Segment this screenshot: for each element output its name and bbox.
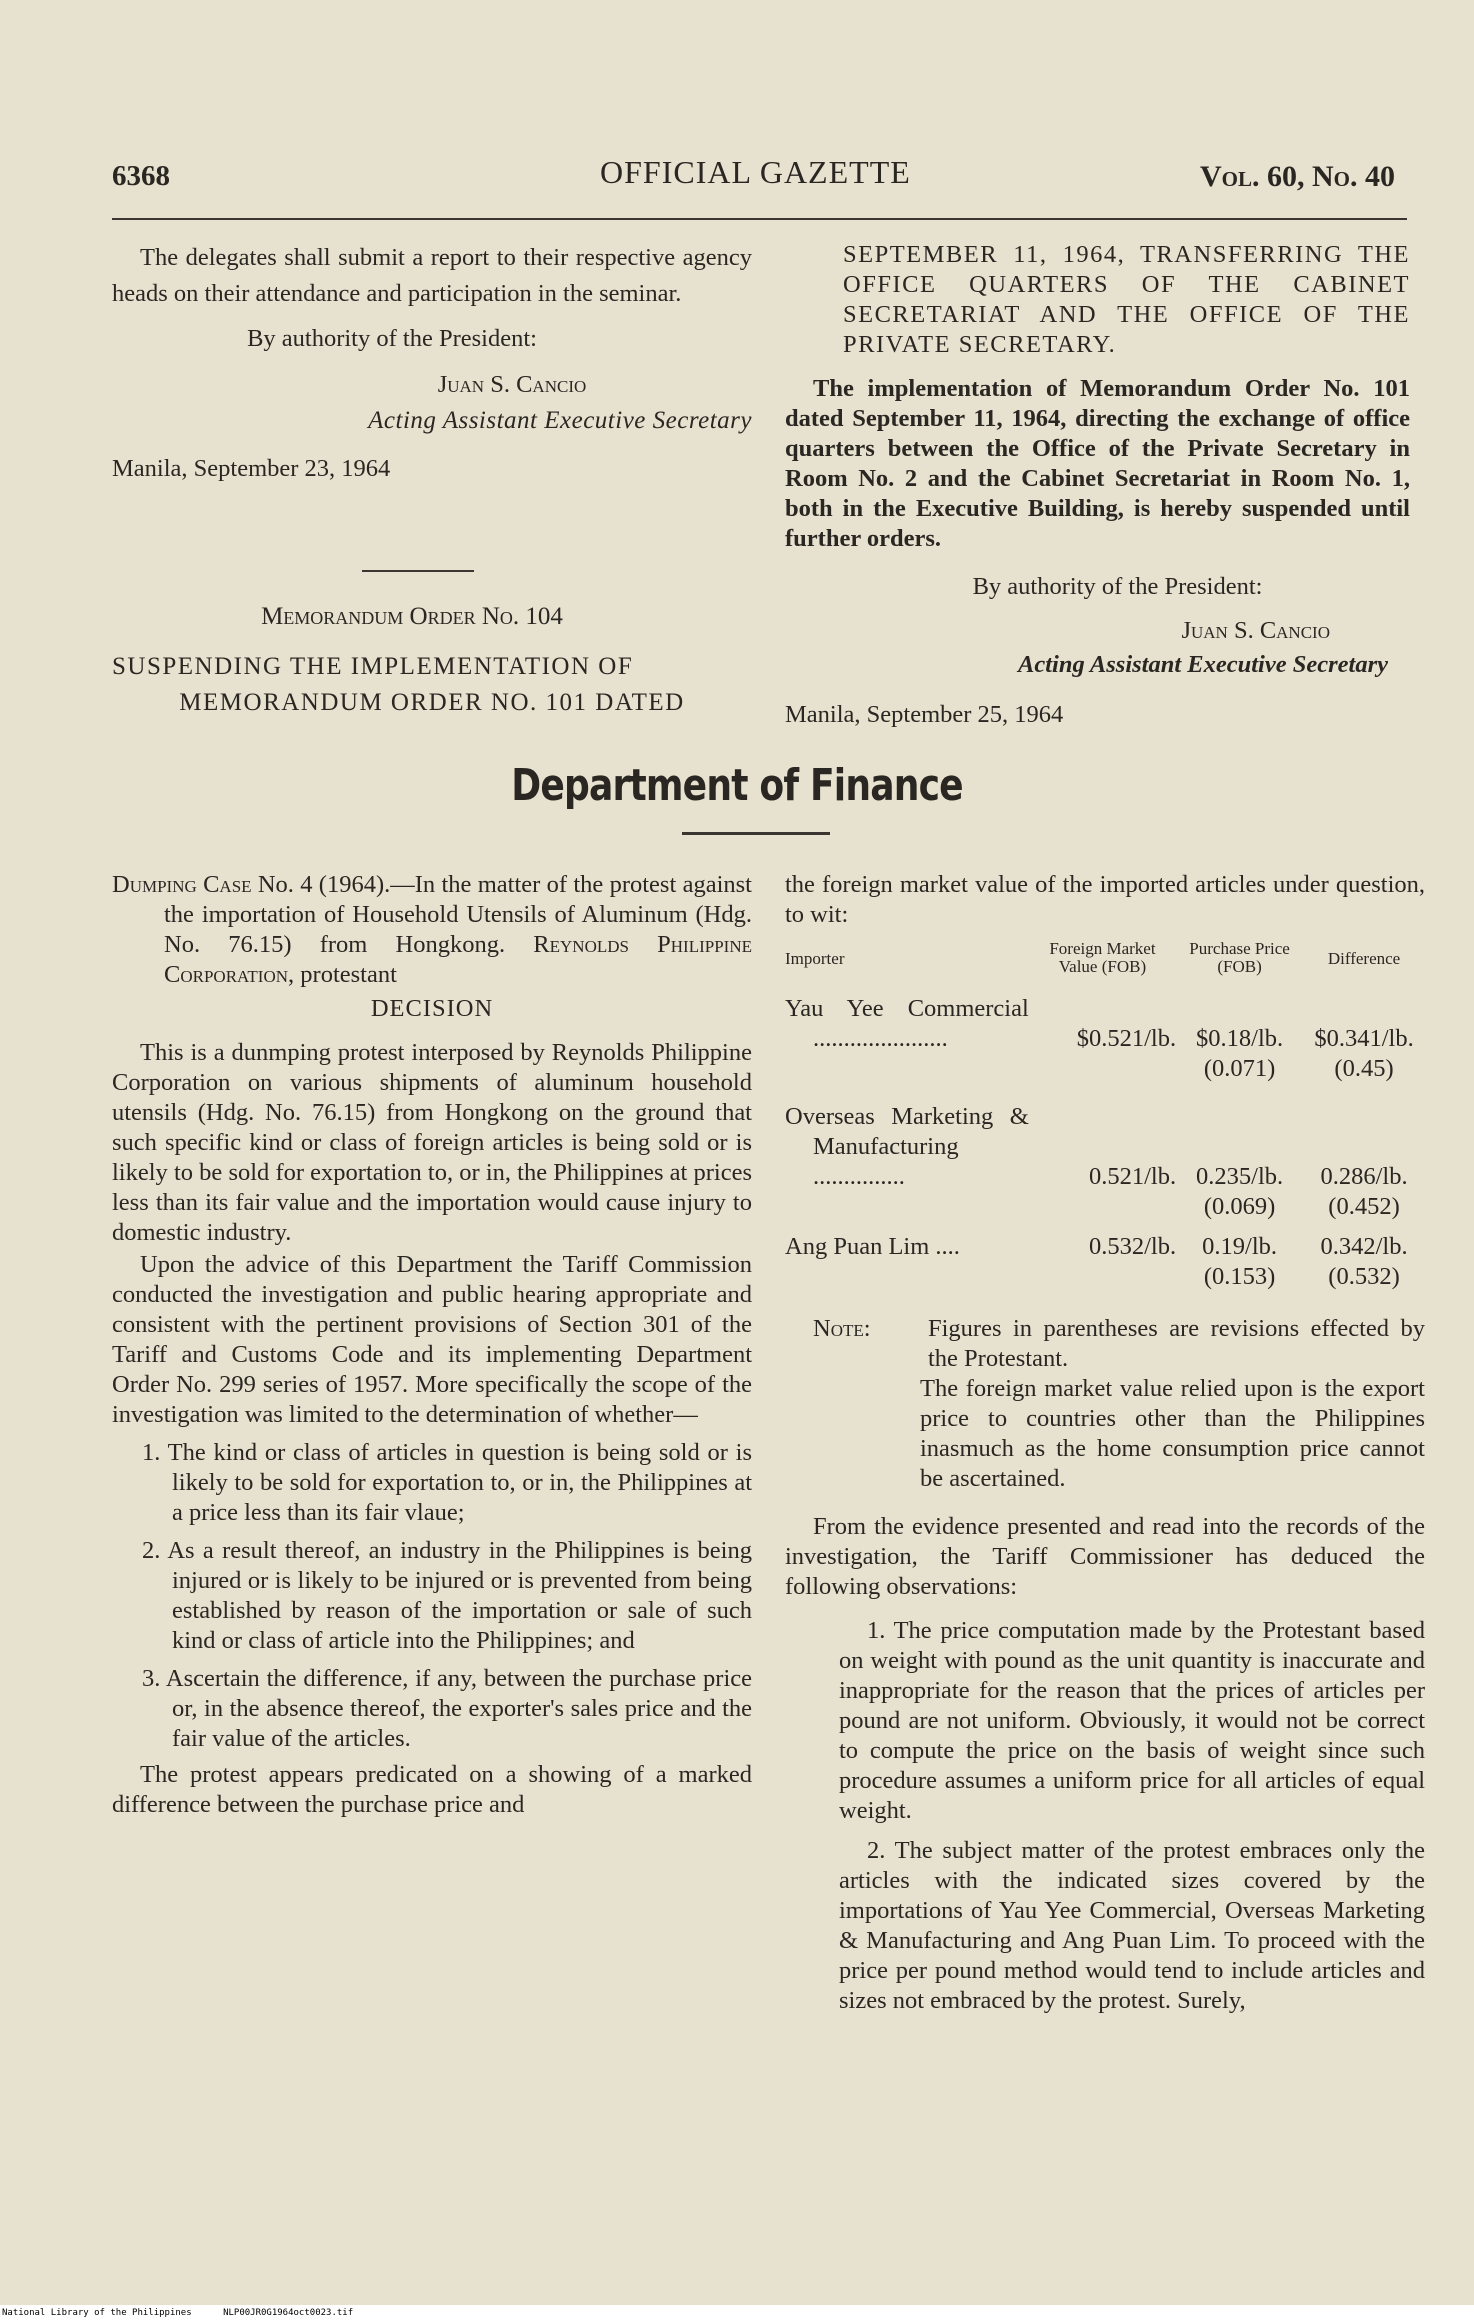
- memo-title-continued: SEPTEMBER 11, 1964, TRANSFERRING THE OFFICE QUARTERS OF THE CABINET SECRETARIAT AND THE OFFICE OF THE PRIVATE SECRETARY.: [843, 241, 1410, 358]
- row-difference: [1303, 1084, 1425, 1222]
- decision-paragraph-3: The protest appears predicated on a showing of a marked difference between the purchase price and: [112, 1761, 752, 1818]
- price-table: [785, 940, 1425, 1292]
- signer-title-2: Acting Assistant Executive Secretary: [1018, 651, 1388, 678]
- row-fmv: $0.521/lb.: [1076, 1025, 1177, 1052]
- memo-heading: Memorandum Order No. 104: [261, 603, 563, 630]
- section-title: Department of Finance: [511, 760, 963, 811]
- header-purchase: Purchase Price (FOB): [1189, 939, 1290, 976]
- header-fmv: Foreign Market Value (FOB): [1049, 939, 1156, 976]
- right-bottom-column: [785, 870, 1425, 2016]
- header-difference: Difference: [1327, 949, 1401, 968]
- purchase-value: 0.235/lb.: [1196, 1163, 1284, 1190]
- list-item: 2. As a result thereof, an industry in the Philippines is being injured or is likely to be injured or is prevented from being established by reason of the importation or sale of such kind or class of article into the Philippines; and: [142, 1537, 752, 1654]
- left-top-column: [112, 240, 752, 484]
- observations-intro: From the evidence presented and read into the records of the investigation, the Tariff Commissioner has deduced the following observations:: [785, 1513, 1425, 1600]
- case-heading: [112, 870, 752, 990]
- volume-number: Vol. 60, No. 40: [1200, 160, 1396, 193]
- authority-line: By authority of the President:: [247, 325, 537, 352]
- purchase-revision: (0.069): [1203, 1193, 1276, 1220]
- signer-name-2: Juan S. Cancio: [1181, 617, 1330, 644]
- header-importer: Importer: [785, 949, 845, 968]
- difference-revision: (0.532): [1328, 1263, 1400, 1290]
- footer-file: NLP00JR0G1964oct0023.tif: [223, 2308, 354, 2318]
- memo-title-b: MEMORANDUM ORDER NO. 101 DATED: [179, 689, 685, 716]
- page-number: 6368: [112, 160, 170, 192]
- right-top-column: [785, 240, 1410, 730]
- purchase-revision: (0.071): [1203, 1055, 1276, 1082]
- purchase-value: $0.18/lb.: [1196, 1025, 1284, 1052]
- row-fmv: 0.521/lb.: [1088, 1163, 1177, 1190]
- note-text-2: The foreign market value relied upon is the export price to countries other than the Philippines inasmuch as the home consumption price cannot be ascertained.: [920, 1375, 1425, 1492]
- note-text-1: Figures in parentheses are revisions effected by the Protestant.: [928, 1315, 1425, 1372]
- list-item: 3. Ascertain the difference, if any, between the purchase price or, in the absence thereof, the exporter's sales price and the fair value of the articles.: [142, 1665, 752, 1752]
- investigation-items: [112, 1438, 752, 1754]
- scan-footer: [0, 2305, 1474, 2321]
- memo-divider: [362, 570, 474, 572]
- footer-library: National Library of the Philippines: [2, 2308, 192, 2318]
- row-purchase: [1176, 1084, 1303, 1222]
- purchase-revision: (0.153): [1203, 1263, 1276, 1290]
- left-bottom-column: [112, 870, 752, 1820]
- place-date-2: Manila, September 25, 1964: [785, 701, 1064, 728]
- observation-2: 2. The subject matter of the protest embraces only the articles with the indicated sizes covered by the importations of Yau Yee Commercial, Overseas Marketing & Manufacturing and Ang Puan Lim. To proceed with the price per pound method would tend to include articles and sizes not embraced by the protest. Surely,: [839, 1837, 1425, 2014]
- row-importer: Ang Puan Lim ....: [785, 1233, 960, 1260]
- table-header-row: [785, 940, 1425, 976]
- purchase-value: 0.19/lb.: [1202, 1233, 1278, 1260]
- difference-value: 0.342/lb.: [1320, 1233, 1408, 1260]
- delegates-paragraph: The delegates shall submit a report to their respective agency heads on their attendance and participation in the seminar.: [112, 244, 752, 307]
- difference-revision: (0.45): [1334, 1055, 1394, 1082]
- table-row: [785, 1222, 1425, 1292]
- row-purchase: [1176, 976, 1303, 1084]
- table-row: [785, 976, 1425, 1084]
- signer-title: Acting Assistant Executive Secretary: [368, 407, 752, 434]
- market-value-intro: the foreign market value of the imported articles under question, to wit:: [785, 871, 1425, 928]
- case-role: protestant: [294, 961, 397, 988]
- note-label: Note:: [813, 1315, 871, 1342]
- place-date: Manila, September 23, 1964: [112, 455, 391, 482]
- difference-revision: (0.452): [1328, 1193, 1400, 1220]
- case-heading-label: Dumping Case: [112, 871, 252, 898]
- decision-paragraph-1: This is a dunmping protest interposed by Reynolds Philippine Corporation on various shipments of aluminum household utensils (Hdg. No. 76.15) from Hongkong on the ground that such specific kind or class of foreign articles is being sold or is likely to be sold for exportation to, or in, the Philippines at prices less than its fair value and the importation would cause injury to domestic industry.: [112, 1039, 752, 1246]
- table-row: [785, 1084, 1425, 1222]
- row-fmv: 0.532/lb.: [1088, 1233, 1177, 1260]
- gazette-title: OFFICIAL GAZETTE: [600, 154, 911, 190]
- row-purchase: [1176, 1222, 1303, 1292]
- observation-1: 1. The price computation made by the Protestant based on weight with pound as the unit quantity is inaccurate and inappropriate for the reason that the prices of articles per pound are not uniform. Obviously, it would not be correct to compute the price on the basis of weight since such procedure assumes a uniform price for all articles of equal weight.: [839, 1617, 1425, 1824]
- memo-title-a: SUSPENDING THE IMPLEMENTATION OF: [112, 653, 634, 680]
- row-difference: [1303, 976, 1425, 1084]
- section-rule: [682, 832, 830, 835]
- case-heading-text: No. 4 (1964).—In the matter of the protest against the importation of Household Utensils of Aluminum (Hdg. No. 76.15) from Hongkong.: [164, 871, 752, 958]
- decision-paragraph-2: Upon the advice of this Department the Tariff Commission conducted the investigation and public hearing appropriate and consistent with the pertinent provisions of Section 301 of the Tariff and Customs Code and its implementing Department Order No. 299 series of 1957. More specifically the scope of the investigation was limited to the determination of whether—: [112, 1251, 752, 1428]
- header-rule: [112, 218, 1407, 220]
- row-importer: Yau Yee Commercial ......................: [785, 995, 1029, 1052]
- difference-value: 0.286/lb.: [1320, 1163, 1408, 1190]
- row-importer: Overseas Marketing & Manufacturing ...............: [785, 1103, 1029, 1190]
- difference-value: $0.341/lb.: [1314, 1025, 1414, 1052]
- note-block: [785, 1314, 1425, 1494]
- authority-line-2: By authority of the President:: [972, 573, 1263, 600]
- signer-name: Juan S. Cancio: [437, 371, 587, 398]
- list-item: 1. The kind or class of articles in question is being sold or is likely to be sold for exportation to, or in, the Philippines at a price less than its fair vlaue;: [142, 1439, 752, 1526]
- suspension-paragraph: The implementation of Memorandum Order No. 101 dated September 11, 1964, directing the exchange of office quarters between the Office of the Private Secretary in Room No. 2 and the Cabinet Secretariat in Room No. 1, both in the Executive Building, is hereby suspended until further orders.: [785, 375, 1410, 552]
- row-difference: [1303, 1222, 1425, 1292]
- case-party: Reynolds Philippine Corporation,: [164, 931, 752, 988]
- decision-heading: DECISION: [370, 995, 494, 1022]
